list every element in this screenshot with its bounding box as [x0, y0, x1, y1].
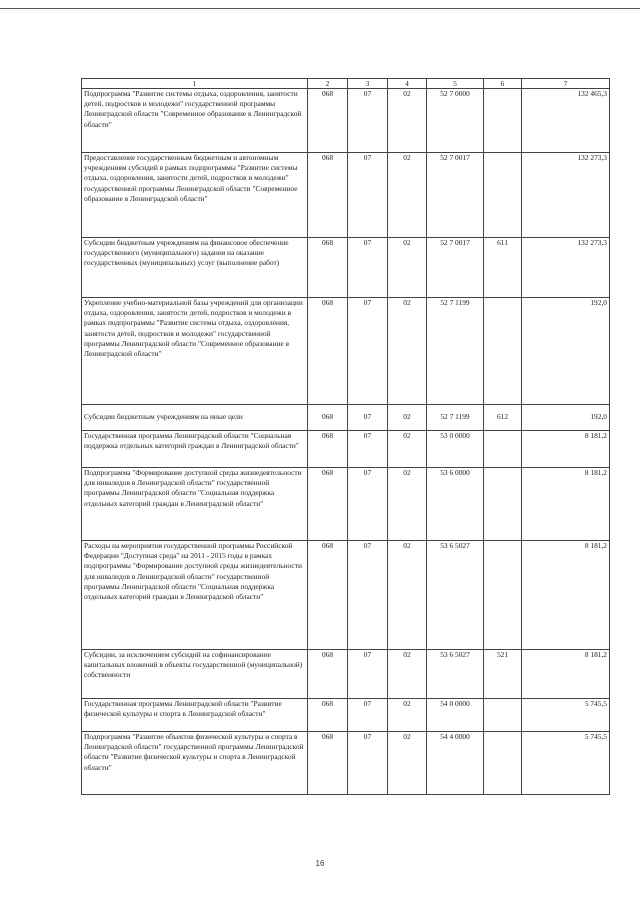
row-section: 07: [348, 732, 388, 795]
table-row: [82, 89, 610, 153]
row-ministry: 068: [308, 238, 348, 298]
header-cell: 3: [348, 79, 388, 89]
row-ministry: 068: [308, 699, 348, 732]
row-section: 07: [348, 699, 388, 732]
row-vr: [484, 89, 522, 153]
header-cell: 5: [427, 79, 484, 89]
row-target: 52 7 1199: [427, 298, 484, 405]
row-name: Подпрограмма "Развитие системы отдыха, оздоровления, занятости детей, подростков и молодежи" государственной программы Ленинградской области "Современное образование в Ленинградской области": [82, 89, 308, 153]
header-row: [82, 79, 610, 89]
header-cell: 2: [308, 79, 348, 89]
table-row: [82, 732, 610, 795]
row-name: Подпрограмма "Формирование доступной среды жизнедеятельности для инвалидов в Ленинградской области" государственной программы Ленинградской области "Социальная поддержка отдельных категорий граждан в Ленинградской области": [82, 468, 308, 541]
row-subsection: 02: [388, 468, 427, 541]
row-target: 52 7 0017: [427, 238, 484, 298]
row-target: 52 7 0000: [427, 89, 484, 153]
row-ministry: 068: [308, 468, 348, 541]
row-subsection: 02: [388, 699, 427, 732]
row-section: 07: [348, 89, 388, 153]
header-cell: 7: [522, 79, 610, 89]
row-section: 07: [348, 541, 388, 650]
row-name: Государственная программа Ленинградской области "Социальная поддержка отдельных категорий граждан в Ленинградской области": [82, 431, 308, 468]
row-name: Предоставление государственным бюджетным и автономным учреждениям субсидий в рамках подпрограммы "Развитие системы отдыха, оздоровления, занятости детей, подростков и молодежи" государственной программы Ленинградской области "Современное образование в Ленинградской области": [82, 153, 308, 238]
row-ministry: 068: [308, 298, 348, 405]
row-name: Расходы на мероприятия государственной программы Российской Федерации "Доступная среда" на 2011 - 2015 годы в рамках подпрограммы "Формирование доступной среды жизнедеятельности для инвалидов в Ленинградской области" государственной программы Ленинградской области "Социальная поддержка отдельных категорий граждан в Ленинградской области": [82, 541, 308, 650]
row-vr: [484, 732, 522, 795]
table-row: [82, 405, 610, 431]
row-section: 07: [348, 153, 388, 238]
table-row: [82, 431, 610, 468]
budget-table: [81, 78, 610, 795]
row-subsection: 02: [388, 405, 427, 431]
row-ministry: 068: [308, 541, 348, 650]
row-target: 53 6 5027: [427, 541, 484, 650]
row-section: 07: [348, 405, 388, 431]
row-section: 07: [348, 238, 388, 298]
row-vr: [484, 431, 522, 468]
row-name: Субсидии бюджетным учреждениям на иные цели: [82, 405, 308, 431]
table-row: [82, 468, 610, 541]
row-subsection: 02: [388, 732, 427, 795]
row-target: 54 4 0000: [427, 732, 484, 795]
row-section: 07: [348, 431, 388, 468]
row-name: Государственная программа Ленинградской области "Развитие физической культуры и спорта в Ленинградской области": [82, 699, 308, 732]
row-amount: 8 181,2: [522, 541, 610, 650]
row-amount: 132 273,3: [522, 238, 610, 298]
row-ministry: 068: [308, 732, 348, 795]
row-target: 53 0 0000: [427, 431, 484, 468]
row-section: 07: [348, 298, 388, 405]
row-name: Субсидии, за исключением субсидий на софинансирование капитальных вложений в объекты государственной (муниципальной) собственности: [82, 650, 308, 699]
table-row: [82, 153, 610, 238]
row-vr: 521: [484, 650, 522, 699]
row-target: 52 7 1199: [427, 405, 484, 431]
table-row: [82, 650, 610, 699]
row-target: 54 0 0000: [427, 699, 484, 732]
row-ministry: 068: [308, 650, 348, 699]
header-cell: 6: [484, 79, 522, 89]
row-amount: 192,0: [522, 298, 610, 405]
table-row: [82, 298, 610, 405]
row-amount: 5 745,5: [522, 732, 610, 795]
row-vr: 612: [484, 405, 522, 431]
table-row: [82, 238, 610, 298]
row-subsection: 02: [388, 541, 427, 650]
row-name: Укрепление учебно-материальной базы учреждений для организации отдыха, оздоровления, занятости детей, подростков и молодежи в рамках подпрограммы "Развитие системы отдыха, оздоровления, занятости детей, подростков и молодежи" государственной программы Ленинградской области "Современное образование в Ленинградской области": [82, 298, 308, 405]
row-subsection: 02: [388, 89, 427, 153]
row-target: 53 6 5027: [427, 650, 484, 699]
row-name: Подпрограмма "Развитие объектов физической культуры и спорта в Ленинградской области" государственной программы Ленинградской области "Развитие физической культуры и спорта в Ленинградской области": [82, 732, 308, 795]
page-number: 16: [315, 859, 325, 868]
row-vr: [484, 699, 522, 732]
row-vr: [484, 541, 522, 650]
row-section: 07: [348, 650, 388, 699]
top-rule: [0, 8, 640, 9]
header-cell: 4: [388, 79, 427, 89]
row-name: Субсидии бюджетным учреждениям на финансовое обеспечение государственного (муниципального) задания на оказание государственных (муниципальных) услуг (выполнение работ): [82, 238, 308, 298]
row-section: 07: [348, 468, 388, 541]
row-subsection: 02: [388, 298, 427, 405]
row-vr: [484, 153, 522, 238]
row-amount: 8 181,2: [522, 468, 610, 541]
row-amount: 132 465,3: [522, 89, 610, 153]
row-vr: 611: [484, 238, 522, 298]
row-subsection: 02: [388, 650, 427, 699]
row-amount: 132 273,3: [522, 153, 610, 238]
row-ministry: 068: [308, 89, 348, 153]
row-target: 53 6 0000: [427, 468, 484, 541]
row-amount: 8 181,2: [522, 650, 610, 699]
row-amount: 8 181,2: [522, 431, 610, 468]
header-cell: 1: [82, 79, 308, 89]
row-subsection: 02: [388, 153, 427, 238]
row-target: 52 7 0017: [427, 153, 484, 238]
row-amount: 192,0: [522, 405, 610, 431]
table-row: [82, 699, 610, 732]
row-subsection: 02: [388, 431, 427, 468]
row-vr: [484, 468, 522, 541]
row-ministry: 068: [308, 153, 348, 238]
row-ministry: 068: [308, 431, 348, 468]
row-amount: 5 745,5: [522, 699, 610, 732]
table-row: [82, 541, 610, 650]
row-subsection: 02: [388, 238, 427, 298]
row-ministry: 068: [308, 405, 348, 431]
row-vr: [484, 298, 522, 405]
